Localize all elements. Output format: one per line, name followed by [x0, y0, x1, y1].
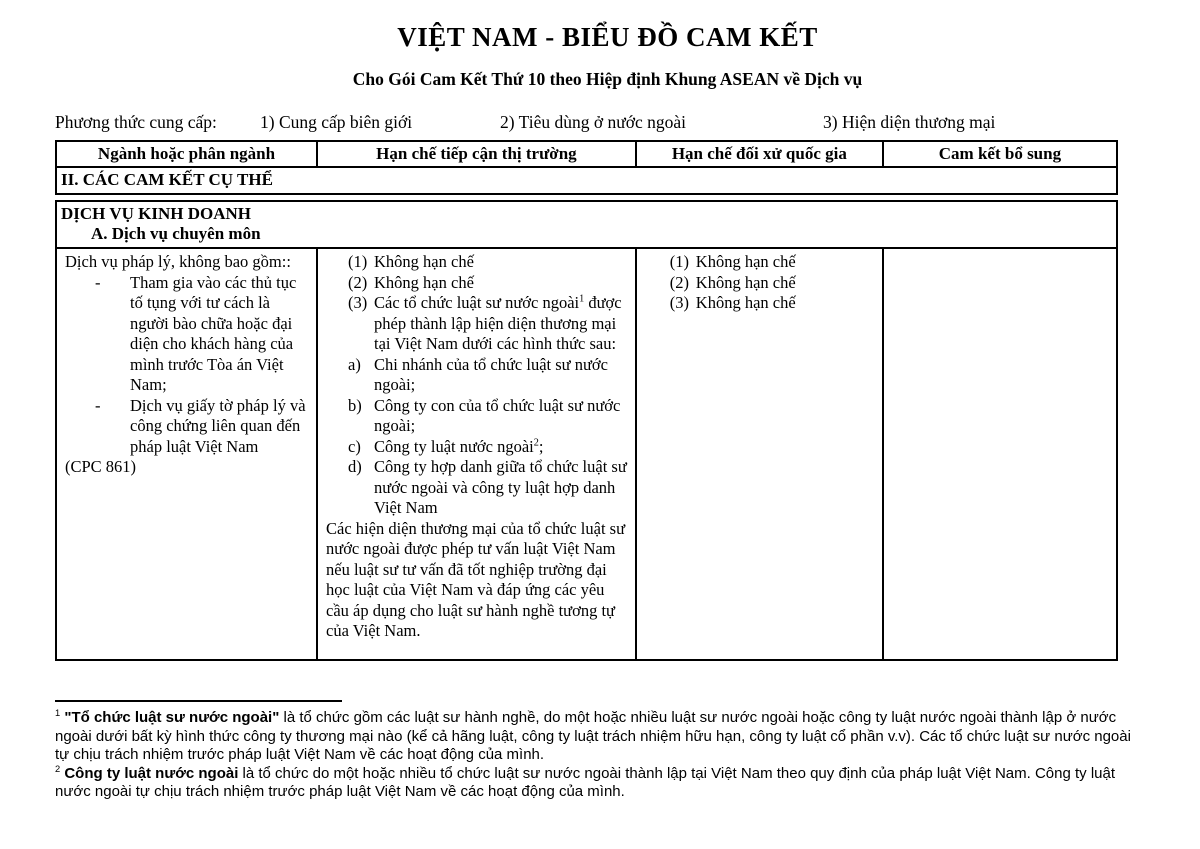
sector-bullet-1 [65, 273, 308, 396]
sector-intro: Dịch vụ pháp lý, không bao gồm:: [65, 252, 291, 271]
commitments-table [55, 140, 1118, 661]
item-text: Công ty con của tổ chức luật sư nước ngoài; [374, 395, 621, 435]
table-header-row [55, 140, 1118, 168]
section-row-specific-commitments: II. CÁC CAM KẾT CỤ THỂ [55, 166, 1118, 195]
sector-bullet-1-text: Tham gia vào các thủ tục tố tụng với tư cách là người bào chữa hoặc đại diện cho khách hàng của mình trước Tòa án Việt Nam; [130, 272, 297, 394]
footnote-1 [55, 709, 1145, 765]
cell-additional-commitments [884, 249, 1116, 659]
section-row-business-services [55, 200, 1118, 249]
national-treatment-item-3 [645, 293, 874, 314]
item-text: Không hạn chế [374, 252, 474, 271]
item-letter: d) [348, 457, 362, 476]
footnote-ref-1: 1 [579, 293, 585, 305]
cell-market-access [318, 249, 637, 659]
item-text: Các tổ chức luật sư nước ngoài [374, 293, 580, 312]
footnote-separator [55, 700, 342, 702]
column-header-national-treatment: Hạn chế đối xử quốc gia [637, 142, 884, 166]
footnote-1-text: là tổ chức gồm các luật sư hành nghề, do một hoặc nhiều luật sư nước ngoài hoặc công ty luật nước ngoài thành lập ở nước ngoài dưới bất kỳ hình thức công ty thương mại nào (kể cả hãng luật, công ty luật trách nhiệm hữu hạn, công ty luật cổ phần v.v). Các tổ chức luật sư nước ngoài tự chịu trách nhiệm trước pháp luật Việt Nam về các hoạt động của mình. [55, 709, 1131, 763]
supply-modes-label: Phương thức cung cấp: [55, 112, 217, 132]
column-header-market-access: Hạn chế tiếp cận thị trường [318, 142, 637, 166]
market-access-subitem-a [326, 355, 627, 396]
market-access-subitem-d [326, 457, 627, 519]
cell-sector [57, 249, 318, 659]
footnote-2-text: là tổ chức do một hoặc nhiều tổ chức luật sư nước ngoài thành lập tại Việt Nam theo quy định của pháp luật Việt Nam. Công ty luật nước ngoài tự chịu trách nhiệm trước pháp luật Việt Nam về các hoạt động của mình. [55, 764, 1116, 800]
item-text: được phép thành lập hiện diện thương mại tại Việt Nam dưới các hình thức sau: [374, 293, 622, 353]
sector-bullet-2 [65, 396, 308, 458]
item-letter: b) [348, 395, 362, 415]
item-text: Không hạn chế [695, 293, 796, 312]
dash-marker: - [95, 395, 101, 415]
item-number: (3) [348, 293, 368, 312]
item-text: Công ty hợp danh giữa tổ chức luật sư nước ngoài và công ty luật hợp danh Việt Nam [374, 457, 627, 517]
section-business-services-title: DỊCH VỤ KINH DOANH [61, 204, 252, 223]
section-professional-services-title: A. Dịch vụ chuyên môn [91, 224, 261, 243]
column-header-additional-commitments: Cam kết bổ sung [938, 144, 1062, 163]
footnote-2 [55, 765, 1145, 802]
table-row [55, 247, 1118, 661]
item-letter: c) [348, 436, 361, 456]
item-text: ; [538, 436, 544, 456]
supply-mode-1: 1) Cung cấp biên giới [260, 112, 413, 132]
item-text: Không hạn chế [695, 252, 796, 271]
supply-mode-2: 2) Tiêu dùng ở nước ngoài [500, 112, 686, 132]
footnote-1-term: "Tổ chức luật sư nước ngoài" [64, 709, 280, 726]
dash-marker: - [95, 272, 101, 292]
footnote-1-marker: 1 [55, 708, 61, 718]
sector-cpc-code: (CPC 861) [65, 457, 137, 476]
column-header-sector: Ngành hoặc phân ngành [57, 142, 318, 166]
market-access-subitem-c [326, 437, 627, 458]
market-access-subitem-b [326, 396, 627, 437]
item-number: (2) [348, 272, 368, 292]
sector-bullet-2-text: Dịch vụ giấy tờ pháp lý và công chứng liên quan đến pháp luật Việt Nam [130, 395, 306, 456]
subitem-b-text [374, 396, 627, 437]
item-number: (1) [669, 252, 690, 271]
cell-national-treatment [637, 249, 884, 659]
market-access-item-3-text [374, 293, 627, 355]
market-access-item-3 [326, 293, 627, 355]
supply-modes-row [55, 112, 1160, 136]
market-access-item-1-text [374, 252, 627, 273]
item-letter: a) [348, 354, 361, 374]
market-access-paragraph: Các hiện diện thương mại của tổ chức luật sư nước ngoài được phép tư vấn luật Việt Nam nếu luật sư tư vấn đã tốt nghiệp trường đại học luật của Việt Nam và đáp ứng các yêu cầu áp dụng cho luật sư hành nghề tương tự của Việt Nam. [326, 518, 626, 640]
subitem-a-text [374, 355, 627, 396]
item-text: Công ty luật nước ngoài [374, 436, 534, 456]
item-number: (1) [348, 252, 368, 271]
item-number: (3) [669, 293, 690, 312]
national-treatment-item-1 [645, 252, 874, 273]
page-title: VIỆT NAM - BIỂU ĐỒ CAM KẾT [397, 22, 818, 52]
market-access-item-1 [326, 252, 627, 273]
footnotes-section [55, 700, 1145, 802]
supply-mode-3: 3) Hiện diện thương mại [823, 112, 996, 132]
market-access-item-2 [326, 273, 627, 294]
footnote-2-term: Công ty luật nước ngoài [64, 764, 239, 782]
market-access-item-2-text [374, 273, 627, 294]
item-text: Không hạn chế [374, 272, 474, 292]
item-text: Chi nhánh của tổ chức luật sư nước ngoài; [374, 354, 608, 394]
item-text: Không hạn chế [695, 272, 796, 292]
page-subtitle: Cho Gói Cam Kết Thứ 10 theo Hiệp định Khung ASEAN về Dịch vụ [352, 69, 863, 89]
footnote-ref-2: 2 [533, 437, 539, 448]
item-number: (2) [669, 272, 690, 292]
footnote-2-marker: 2 [55, 763, 61, 774]
subitem-d-text [374, 457, 627, 519]
national-treatment-item-2 [645, 273, 874, 294]
subitem-c-text [374, 437, 627, 458]
